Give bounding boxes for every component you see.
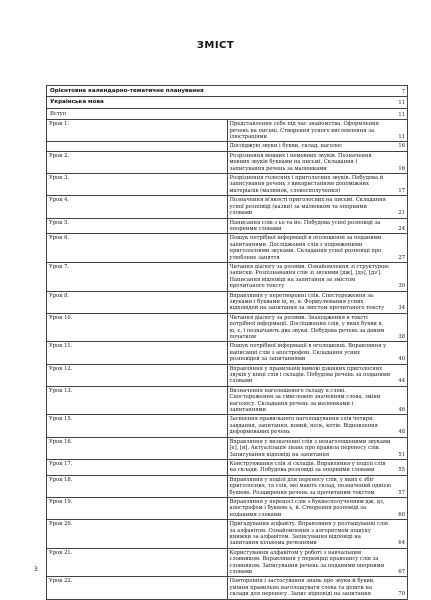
lesson-number: Урок 11. xyxy=(49,343,73,350)
lesson-title: Засвоєння правильного наголошування слів чотири, завдання, запитання, новий, ноль, котів. Відновлення деформованих речень xyxy=(229,416,378,436)
toc-lesson-row[interactable] xyxy=(47,437,408,459)
lesson-title: Вправляння у переносі слів з буквосполученням дж, дз, апострофом і буквою ь, й. Створення розповіді за поданими словами xyxy=(229,498,385,518)
lesson-title: Вправляння у поділі для переносу слів, у яких є збіг приголосних, та слів, які мають склад, позначений однією буквою. Розширення речень за прочитаним текстом xyxy=(229,476,391,496)
lesson-title-cell xyxy=(227,313,408,342)
lesson-title-cell xyxy=(227,577,408,599)
lesson-number-cell xyxy=(47,120,228,142)
lesson-page: 27 xyxy=(398,254,405,261)
lesson-number-cell xyxy=(47,313,228,342)
lesson-number: Урок 16. xyxy=(49,438,73,445)
toc-entry-cell xyxy=(47,86,408,97)
lesson-page: 17 xyxy=(398,187,405,194)
lesson-page: 30 xyxy=(398,283,405,290)
lesson-title: Досліджую звуки і букви, склад, наголос xyxy=(229,143,343,150)
toc-entry-page: 11 xyxy=(398,111,405,118)
toc-lesson-row[interactable] xyxy=(47,415,408,437)
toc-entry-cell xyxy=(47,97,408,108)
toc-entry-page: 7 xyxy=(401,89,405,95)
lesson-number: Урок 20. xyxy=(49,521,73,528)
lesson-title-cell xyxy=(227,196,408,218)
toc-lesson-row[interactable] xyxy=(47,520,408,549)
toc-lesson-row[interactable] xyxy=(47,120,408,142)
lesson-number-cell xyxy=(47,291,228,313)
lesson-title-cell xyxy=(227,386,408,415)
page-title: ЗМІСТ xyxy=(196,40,235,51)
toc-intro-row[interactable] xyxy=(47,108,408,119)
lesson-number: Урок 5. xyxy=(49,219,70,226)
lesson-title-cell xyxy=(227,142,408,151)
lesson-title: Вправляння у визначенні слів з ненаголошеними звуками [е], [и]. Актуалізація знань про правила переносу слів. Записування відповіді на запитання xyxy=(229,438,391,458)
lesson-title-cell xyxy=(227,459,408,475)
lesson-number-cell xyxy=(47,459,228,475)
lesson-number: Урок 19. xyxy=(49,498,73,505)
lesson-title: Розрізнення голосних і приголосних звуків. Побудова й записування речень з використанням допоміжних матеріалів (малюнок, словосполучення) xyxy=(229,175,384,194)
toc-entry-title: Вступ xyxy=(50,110,67,117)
lesson-number: Урок 4. xyxy=(49,197,70,204)
toc-lesson-row[interactable] xyxy=(47,313,408,342)
lesson-number-cell xyxy=(47,548,228,577)
toc-lesson-row[interactable] xyxy=(47,577,408,599)
lesson-title: Читання діалогу за ролями. Ознайомлення зі структурою записки. Розпізнавання слів зі звукими [дж], [дз], [дз']. Написання відповіді на запитання за змістом прочитаного тексту xyxy=(229,263,389,290)
lesson-number-cell xyxy=(47,386,228,415)
lesson-title-cell xyxy=(227,234,408,263)
lesson-title: Розрізнення мовних і немовних звуків. Позначення мовних звуків буквами на письмі. Складання і записування речень за малюнками xyxy=(229,152,372,172)
lesson-page: 40 xyxy=(398,356,405,363)
toc-body xyxy=(47,86,408,600)
lesson-title-cell xyxy=(227,415,408,437)
lesson-title: Повторення і застосування знань про звуки й букви, уміння правильно наголошувати слова та ділити на склади для переносу. Запис відповіді на запитання xyxy=(229,578,375,598)
toc-lesson-row[interactable] xyxy=(47,548,408,577)
lesson-page: 24 xyxy=(398,225,405,232)
toc-lesson-row[interactable] xyxy=(47,459,408,475)
lesson-page: 44 xyxy=(398,378,405,385)
toc-lesson-row[interactable] xyxy=(47,151,408,173)
lesson-number-cell xyxy=(47,577,228,599)
lesson-title-cell xyxy=(227,520,408,549)
lesson-title: Вправляння у перетворенні слів. Спостереження за звуками і буквами щ, ю, я. Формулювання усних відповідей на запитання за змістом прочитаного тексту xyxy=(229,292,385,312)
toc-lesson-row[interactable] xyxy=(47,196,408,218)
lesson-number-cell xyxy=(47,174,228,196)
page-number: 3 xyxy=(34,566,38,573)
lesson-page: 21 xyxy=(398,210,405,217)
lesson-number: Урок 3. xyxy=(49,175,70,182)
lesson-number: Урок 18. xyxy=(49,476,73,483)
lesson-title-cell xyxy=(227,475,408,497)
lesson-title: Користування алфавітом у роботі з навчальним словником. Вправляння у перевірці правопису слів за словником. Записування речень за поданими опорними словами xyxy=(229,549,385,575)
lesson-number: Урок 7. xyxy=(49,263,70,270)
lesson-page: 48 xyxy=(398,429,405,436)
toc-lesson-row[interactable] xyxy=(47,497,408,519)
lesson-title: Написання слів з ьо та йо. Побудова усної розповіді за опорними словами xyxy=(229,219,381,232)
lesson-number-cell xyxy=(47,364,228,386)
lesson-number-cell xyxy=(47,142,228,151)
lesson-number-cell xyxy=(47,437,228,459)
toc-entry-title: Орієнтовне календарно-тематичне планування xyxy=(50,88,204,94)
lesson-number-cell xyxy=(47,262,228,291)
lesson-title-cell xyxy=(227,497,408,519)
lesson-number-cell xyxy=(47,342,228,364)
lesson-title: Позначення м'якості приголосних на письмі. Складання усної розповіді (казки) за малюнком та опорними словами xyxy=(229,197,386,217)
lesson-title-cell xyxy=(227,151,408,173)
toc-lesson-row[interactable] xyxy=(47,174,408,196)
lesson-number-cell xyxy=(47,475,228,497)
lesson-number: Урок 22. xyxy=(49,578,73,585)
table-of-contents xyxy=(46,85,408,600)
toc-entry-cell xyxy=(47,108,408,119)
lesson-number: Урок 6. xyxy=(49,235,70,242)
toc-lesson-row[interactable] xyxy=(47,218,408,234)
lesson-number-cell xyxy=(47,196,228,218)
lesson-title-cell xyxy=(227,364,408,386)
lesson-number: Урок 2. xyxy=(49,152,70,159)
lesson-page: 11 xyxy=(398,134,405,141)
lesson-page: 57 xyxy=(398,489,405,496)
toc-lesson-row[interactable] xyxy=(47,364,408,386)
lesson-page: 38 xyxy=(398,334,405,340)
lesson-title: Читання діалогу за ролями. Знаходження в тексті потрібної інформації. Дослідження слів, у яких букви я, ю, є, ї позначають два звуки. Побудова речень за даним початком xyxy=(229,314,385,340)
toc-entry-title: Українська мова xyxy=(50,99,104,106)
toc-heading-row[interactable] xyxy=(47,86,408,97)
toc-lesson-row[interactable] xyxy=(47,262,408,291)
lesson-title-cell xyxy=(227,262,408,291)
lesson-title: Пригадування алфавіту. Вправляння у розташуванні слів за алфавітом. Ознайомлення з алгоритмом пошуку книжки за алфавітом. Записування відповіді на запитання кількома реченнями xyxy=(229,521,388,547)
lesson-title-cell xyxy=(227,342,408,364)
lesson-number: Урок 17. xyxy=(49,460,73,467)
lesson-page: 51 xyxy=(398,451,405,458)
toc-lesson-row[interactable] xyxy=(47,342,408,364)
lesson-title-cell xyxy=(227,120,408,142)
lesson-number-cell xyxy=(47,497,228,519)
lesson-title-cell xyxy=(227,291,408,313)
lesson-title: Визначення наголошеного складу в слові. Спостереження за смисловою значенням слова, зміни наголосу. Складання речень за малюнками і запитаннями xyxy=(229,387,381,414)
lesson-title-cell xyxy=(227,218,408,234)
toc-lesson-row[interactable] xyxy=(47,386,408,415)
lesson-page: 60 xyxy=(398,511,405,518)
lesson-page: 70 xyxy=(398,591,405,598)
lesson-title: Конструювання слів зі складів. Вправляння у поділі слів на склади. Побудова розповіді за опорними словами xyxy=(229,460,386,474)
lesson-page: 67 xyxy=(398,569,405,575)
lesson-page: 34 xyxy=(398,305,405,312)
toc-lesson-row[interactable] xyxy=(47,291,408,313)
lesson-title: Пошук потрібної інформації в оголошенні за поданими запитаннями. Дослідження слів з подовженими приголосними звуками. Складання усної розповіді про улюблене заняття xyxy=(229,235,382,261)
lesson-number: Урок 21. xyxy=(49,549,73,556)
lesson-title: Представлення себе під час знайомства. Оформлення речень на письмі. Створення усного висловлення за ілюстраціями xyxy=(229,121,379,141)
toc-heading-row[interactable] xyxy=(47,97,408,108)
lesson-number-cell xyxy=(47,520,228,549)
lesson-number: Урок 8. xyxy=(49,292,70,299)
lesson-number: Урок 12. xyxy=(49,365,73,372)
toc-lesson-row[interactable] xyxy=(47,475,408,497)
lesson-page: 64 xyxy=(398,540,405,547)
lesson-page: 16 xyxy=(398,143,405,150)
lesson-title: Вправляння у правильній вимові дзвінких приголосних звуків у кінці слів і складів. Побудова речень за поданими словами xyxy=(229,365,391,385)
lesson-page: 46 xyxy=(398,407,405,414)
lesson-number-cell xyxy=(47,218,228,234)
lesson-title-cell xyxy=(227,548,408,577)
lesson-title: Пошук потрібної інформації в оголошенні. Вправляння у написанні слів з апострофом. Складання усних розповідей за запитаннями xyxy=(229,343,387,363)
lesson-number-cell xyxy=(47,151,228,173)
toc-lesson-row[interactable] xyxy=(47,142,408,151)
toc-lesson-row[interactable] xyxy=(47,234,408,263)
lesson-number-cell xyxy=(47,234,228,263)
lesson-number: Урок 1. xyxy=(49,121,70,128)
lesson-number-cell xyxy=(47,415,228,437)
lesson-title-cell xyxy=(227,174,408,196)
toc-entry-page: 11 xyxy=(398,100,405,107)
lesson-number: Урок 13. xyxy=(49,387,73,394)
lesson-title-cell xyxy=(227,437,408,459)
lesson-page: 55 xyxy=(398,467,405,474)
lesson-number: Урок 15. xyxy=(49,416,73,423)
lesson-number: Урок 10. xyxy=(49,314,73,321)
lesson-page: 16 xyxy=(398,165,405,172)
